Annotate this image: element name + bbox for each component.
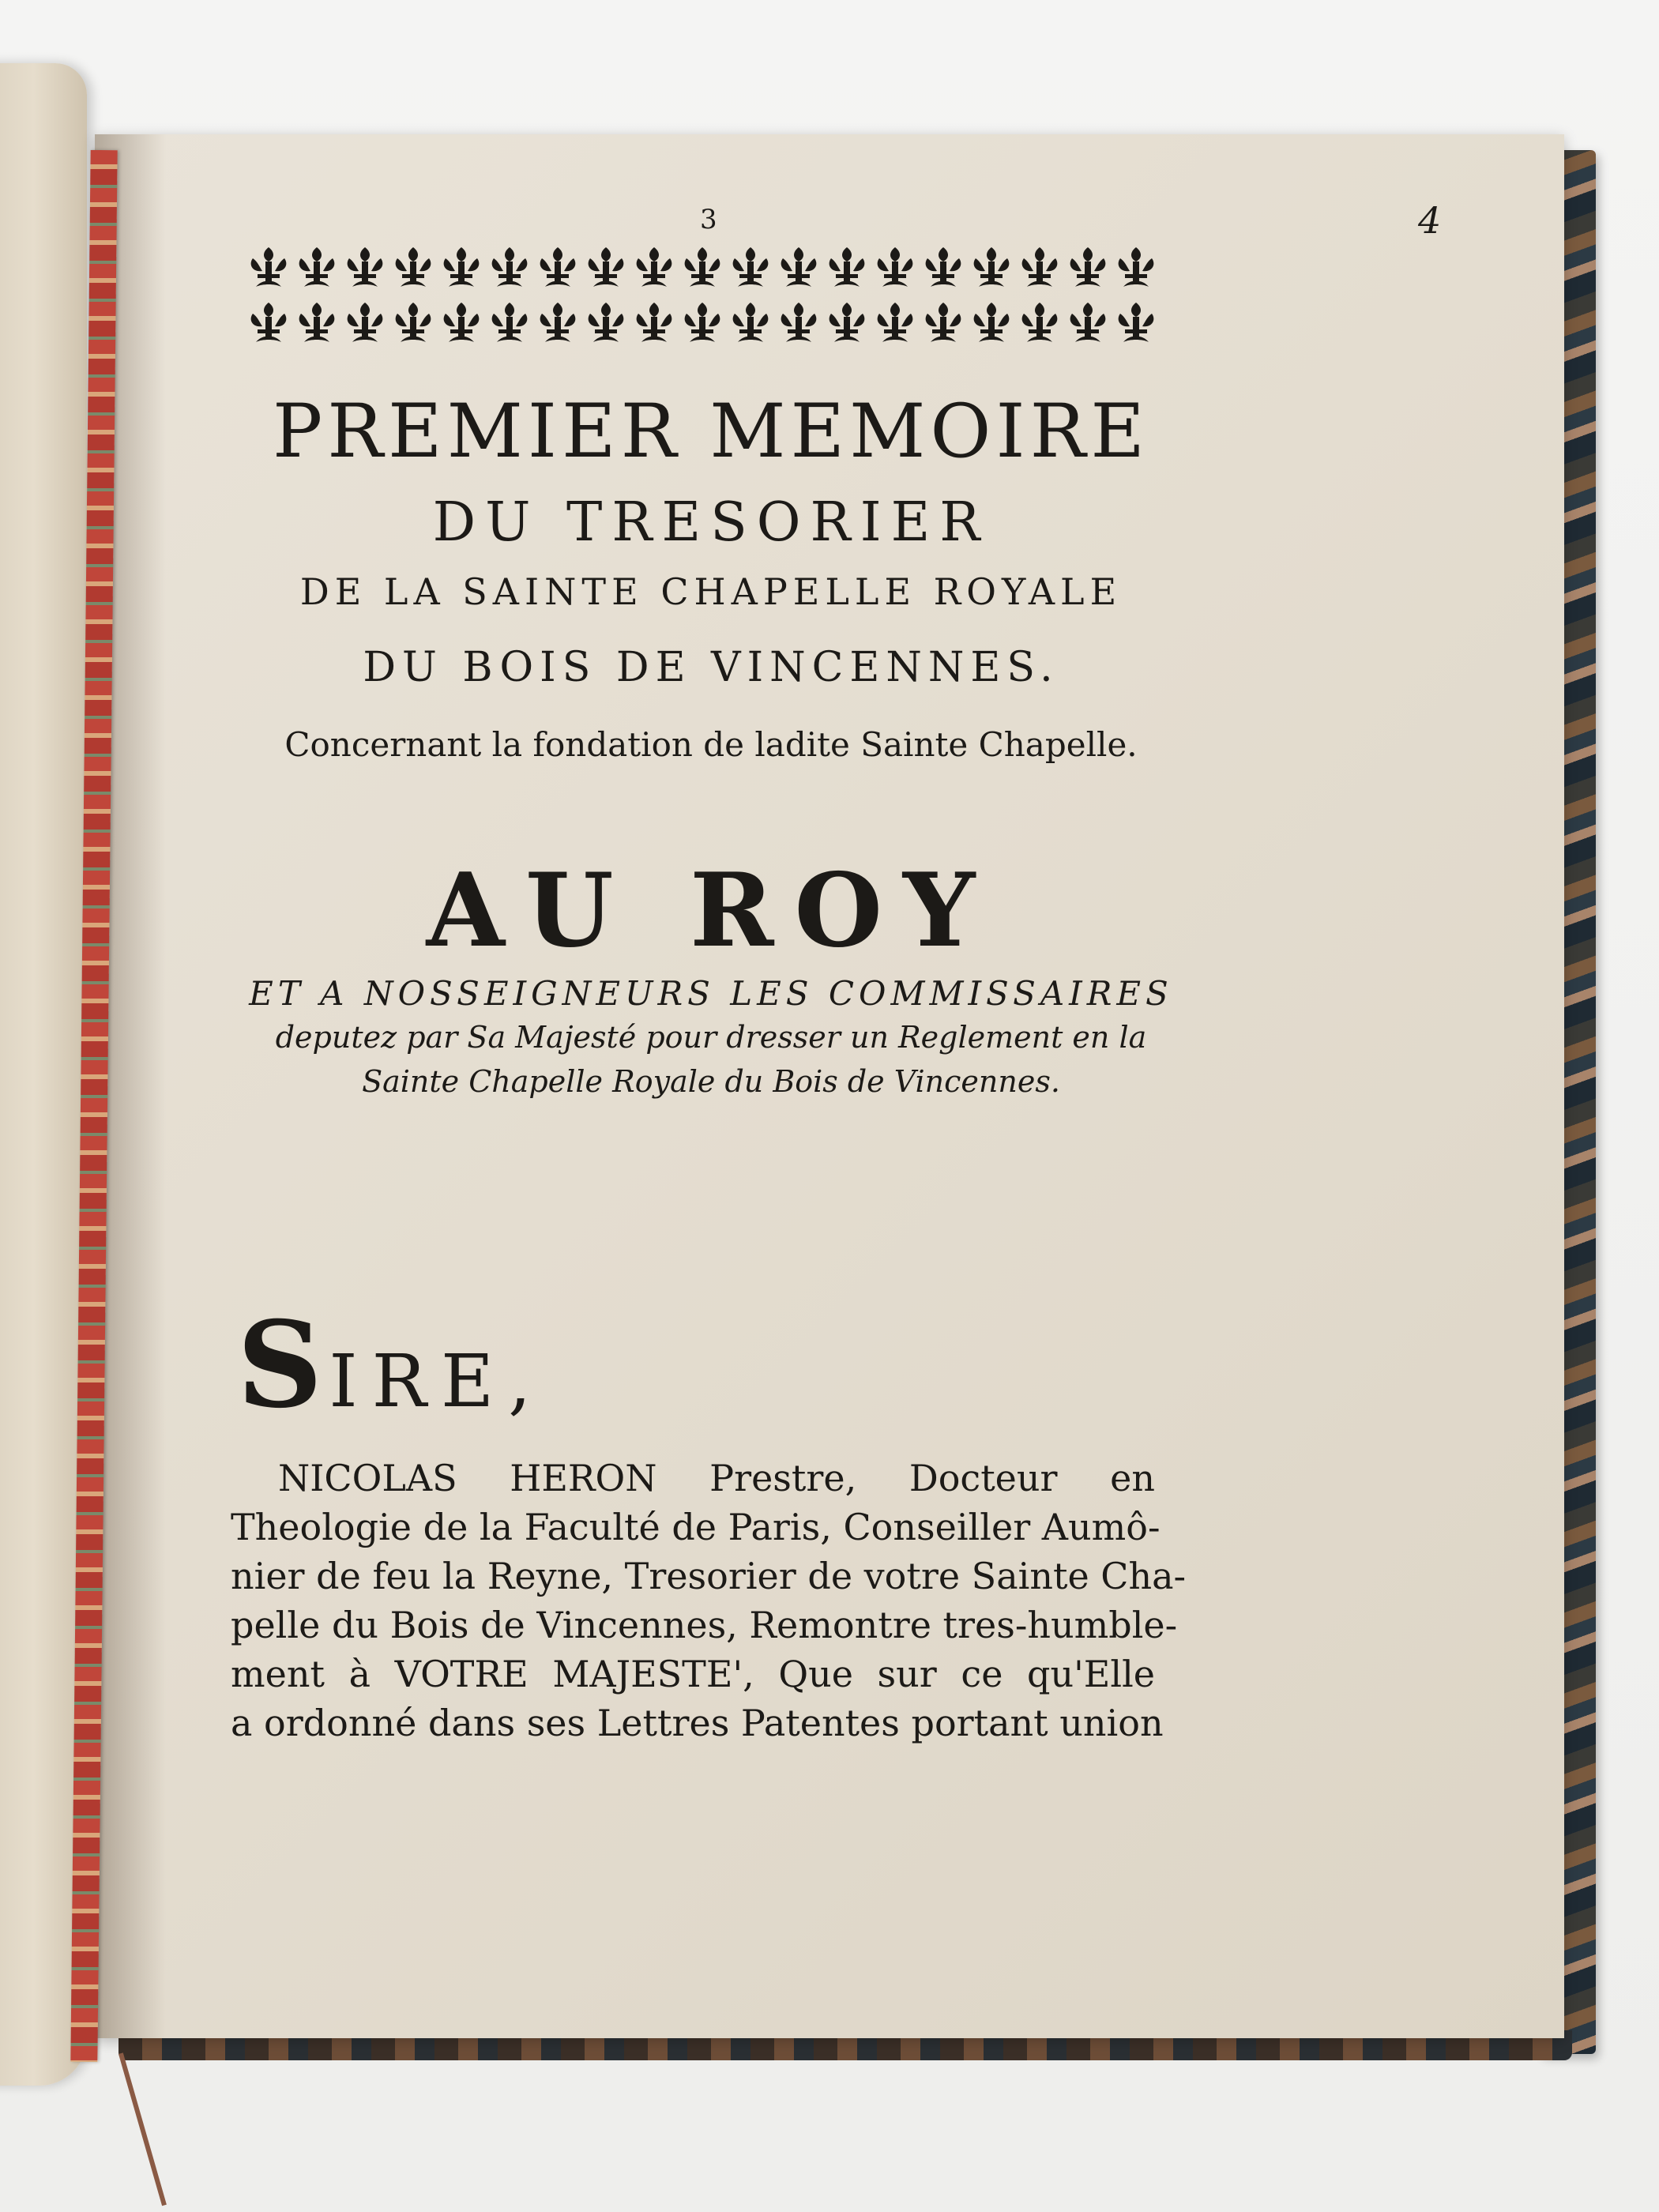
- fleuron-icon: [299, 303, 335, 342]
- title-line-3: DE LA SAINTE CHAPELLE ROYALE: [299, 570, 1123, 613]
- fleuron-icon: [492, 303, 528, 342]
- fleuron-icon: [444, 303, 480, 342]
- title-line-1: PREMIER MEMOIRE: [272, 389, 1149, 475]
- fleuron-icon: [1022, 247, 1058, 287]
- address-line-2: deputez par Sa Majesté pour dresser un Reglement en la: [275, 1020, 1147, 1055]
- handwritten-page-number: 4: [1418, 199, 1442, 242]
- fleuron-icon: [540, 247, 576, 287]
- fleuron-icon: [348, 247, 383, 287]
- fleuron-icon: [348, 303, 383, 342]
- fleuron-icon: [878, 247, 913, 287]
- fleuron-icon: [444, 247, 480, 287]
- fleuron-icon: [781, 247, 817, 287]
- fleuron-icon: [251, 247, 287, 287]
- body-line: NICOLAS HERON Prestre, Docteur en: [278, 1457, 1155, 1499]
- fleuron-icon: [1022, 303, 1058, 342]
- fleuron-icon: [781, 303, 817, 342]
- body-text: [231, 1454, 1187, 1747]
- fleuron-icon: [396, 303, 431, 342]
- fleuron-icon: [492, 247, 528, 287]
- fleuron-icon: [878, 303, 913, 342]
- fleuron-icon: [830, 303, 865, 342]
- salutation: [237, 1296, 545, 1435]
- fleuron-icon: [685, 247, 720, 287]
- fleuron-icon: [974, 247, 1010, 287]
- salutation-rest: IRE,: [329, 1339, 546, 1424]
- fleuron-icon: [637, 303, 672, 342]
- fleuron-icon: [589, 247, 624, 287]
- fleuron-ornament-band: [242, 241, 1174, 358]
- address-line-3: Sainte Chapelle Royale du Bois de Vincennes.: [362, 1064, 1060, 1099]
- fleuron-icon: [1119, 247, 1154, 287]
- fleuron-icon: [589, 303, 624, 342]
- title-line-2: DU TRESORIER: [432, 491, 990, 554]
- body-line: a ordonné dans ses Lettres Patentes portant union: [231, 1702, 1164, 1744]
- body-line: pelle du Bois de Vincennes, Remontre tres-humble-: [231, 1604, 1178, 1646]
- fleuron-icon: [685, 303, 720, 342]
- fleuron-icon: [396, 247, 431, 287]
- body-line: ment à VOTRE MAJESTE', Que sur ce qu'Elle: [231, 1653, 1155, 1695]
- body-line: nier de feu la Reyne, Tresorier de votre Sainte Cha-: [231, 1555, 1187, 1597]
- fleuron-icon: [974, 303, 1010, 342]
- fleuron-icon: [540, 303, 576, 342]
- fleuron-icon: [1070, 247, 1106, 287]
- fleuron-icon: [733, 247, 769, 287]
- body-line: Theologie de la Faculté de Paris, Conseiller Aumô-: [231, 1506, 1161, 1548]
- fleuron-icon: [251, 303, 287, 342]
- printed-page-number: 3: [700, 204, 717, 235]
- fleuron-icon: [299, 247, 335, 287]
- fleuron-icon: [1119, 303, 1154, 342]
- subtitle: Concernant la fondation de ladite Sainte Chapelle.: [284, 725, 1138, 764]
- address-line-1: ET A NOSSEIGNEURS LES COMMISSAIRES: [249, 974, 1173, 1013]
- fleuron-icon: [637, 247, 672, 287]
- fleuron-icon: [733, 303, 769, 342]
- salutation-initial: S: [237, 1296, 329, 1435]
- fleuron-icon: [926, 247, 961, 287]
- fleuron-icon: [926, 303, 961, 342]
- title-line-4: DU BOIS DE VINCENNES.: [363, 644, 1059, 691]
- address-heading: AU ROY: [426, 852, 996, 970]
- fleuron-icon: [1070, 303, 1106, 342]
- address-lines: [229, 1015, 1193, 1104]
- fleuron-icon: [830, 247, 865, 287]
